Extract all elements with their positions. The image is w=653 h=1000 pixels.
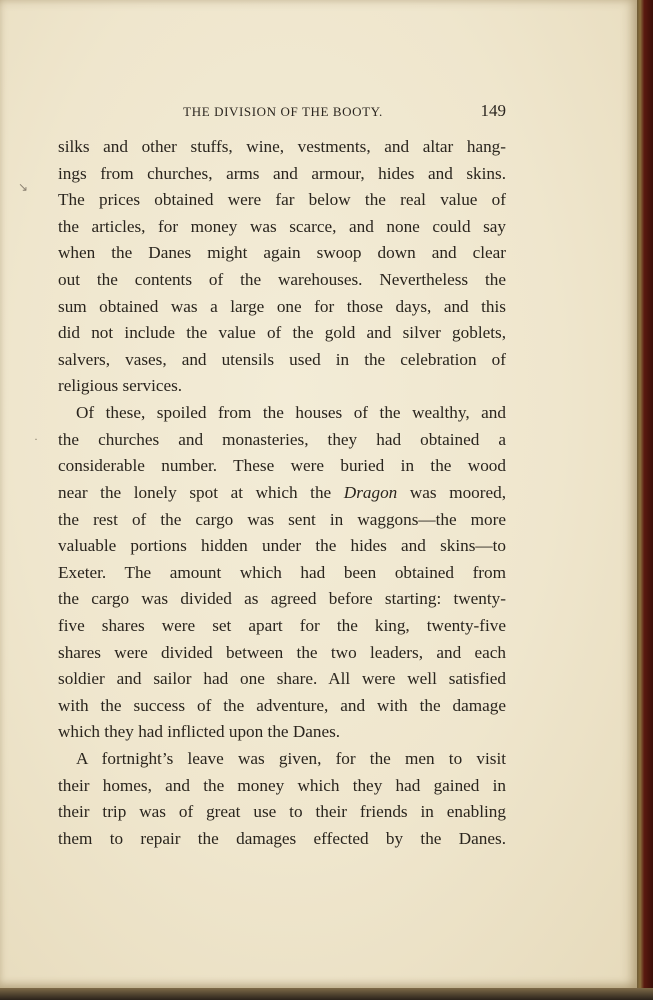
text-line: the churches and monasteries, they had obtained a <box>58 429 506 449</box>
body-text <box>58 134 506 852</box>
text-line: their trip was of great use to their friends in enabling <box>58 802 506 822</box>
text-line-end: was moored, <box>409 482 507 502</box>
text-line: silks and other stuffs, wine, vestments, and altar hang- <box>58 137 506 156</box>
page-number: 149 <box>480 101 506 120</box>
text-line: which they had inflicted upon the Danes. <box>58 722 341 742</box>
margin-dot-icon: · <box>34 432 38 446</box>
text-line: sum obtained was a large one for those days, and this <box>58 296 506 316</box>
text-line: the rest of the cargo was sent in waggons—the more <box>58 509 506 529</box>
text-line: salvers, vases, and utensils used in the celebration of <box>58 349 506 369</box>
text-line-with-ship-name <box>58 480 506 507</box>
text-line: the cargo was divided as agreed before starting: twenty- <box>58 589 506 609</box>
text-line: Of these, spoiled from the houses of the wealthy, and <box>76 403 506 423</box>
text-line: their homes, and the money which they had gained in <box>58 775 506 795</box>
text-line: did not include the value of the gold and silver goblets, <box>58 323 506 343</box>
text-line: religious services. <box>58 376 183 396</box>
text-line: five shares were set apart for the king, twenty-five <box>58 615 506 635</box>
text-line: considerable number. These were buried in the wood <box>58 456 506 476</box>
text-line: The prices obtained were far below the real value of <box>58 190 506 210</box>
text-line: ings from churches, arms and armour, hides and skins. <box>58 163 506 183</box>
text-line: Exeter. The amount which had been obtained from <box>58 562 506 582</box>
text-line: the articles, for money was scarce, and none could say <box>58 216 506 236</box>
margin-mark-icon: ↘ <box>18 180 29 194</box>
text-line: A fortnight’s leave was given, for the men to visit <box>76 749 506 769</box>
text-line: when the Danes might again swoop down and clear <box>58 243 506 263</box>
page-header <box>60 101 506 125</box>
text-line: with the success of the adventure, and with the damage <box>58 695 506 715</box>
text-line: shares were divided between the two leaders, and each <box>58 642 506 662</box>
text-line: soldier and sailor had one share. All were well satisfied <box>58 669 506 689</box>
running-title: THE DIVISION OF THE BOOTY. <box>183 104 383 119</box>
text-line: valuable portions hidden under the hides and skins—to <box>58 536 506 556</box>
book-spine <box>637 0 653 1000</box>
page-bottom-edge <box>0 988 653 1000</box>
ship-name: Dragon <box>343 482 398 502</box>
text-line-start: near the lonely spot at which the <box>58 482 332 502</box>
text-line: out the contents of the warehouses. Nevertheless the <box>58 270 506 290</box>
text-line: them to repair the damages effected by the Danes. <box>58 828 506 848</box>
